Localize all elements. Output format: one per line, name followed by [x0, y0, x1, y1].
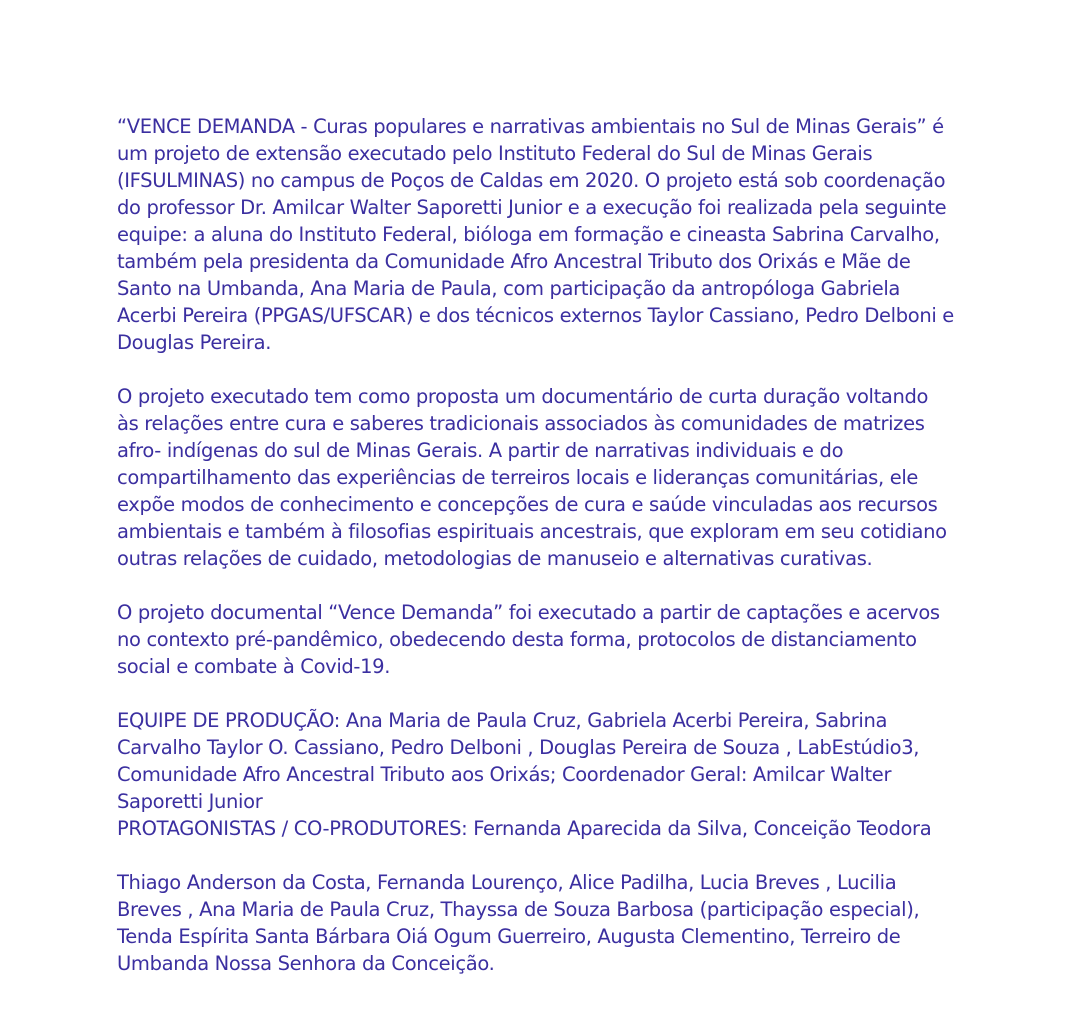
text-line: O projeto executado tem como proposta um documentário de curta duração voltando: [117, 385, 929, 408]
text-line: Carvalho Taylor O. Cassiano, Pedro Delboni , Douglas Pereira de Souza , LabEstúdio3,: [117, 736, 920, 759]
text-line: expõe modos de conhecimento e concepções de cura e saúde vinculadas aos recursos: [117, 493, 938, 516]
text-line: ambientais e também à filosofias espirituais ancestrais, que exploram em seu cotidiano: [117, 520, 947, 543]
text-line: PROTAGONISTAS / CO-PRODUTORES: Fernanda Aparecida da Silva, Conceição Teodora: [117, 817, 932, 840]
paragraph-credits: [117, 707, 987, 842]
text-line: Umbanda Nossa Senhora da Conceição.: [117, 952, 495, 975]
text-line: afro- indígenas do sul de Minas Gerais. A partir de narrativas individuais e do: [117, 439, 844, 462]
text-line: Saporetti Junior: [117, 790, 263, 813]
text-line: Santo na Umbanda, Ana Maria de Paula, com participação da antropóloga Gabriela: [117, 277, 901, 300]
paragraph-participants: [117, 869, 987, 977]
text-line: equipe: a aluna do Instituto Federal, bióloga em formação e cineasta Sabrina Carvalho,: [117, 223, 940, 246]
text-line: às relações entre cura e saberes tradicionais associados às comunidades de matrizes: [117, 412, 925, 435]
text-line: O projeto documental “Vence Demanda” foi executado a partir de captações e acervos: [117, 601, 940, 624]
text-line: também pela presidenta da Comunidade Afro Ancestral Tributo dos Orixás e Mãe de: [117, 250, 911, 273]
paragraph-proposal: [117, 383, 987, 572]
text-line: Thiago Anderson da Costa, Fernanda Lourenço, Alice Padilha, Lucia Breves , Lucilia: [117, 871, 897, 894]
text-line: do professor Dr. Amilcar Walter Saporetti Junior e a execução foi realizada pela seguinte: [117, 196, 947, 219]
text-line: Breves , Ana Maria de Paula Cruz, Thayssa de Souza Barbosa (participação especial),: [117, 898, 920, 921]
text-line: outras relações de cuidado, metodologias de manuseio e alternativas curativas.: [117, 547, 873, 570]
text-line: no contexto pré-pandêmico, obedecendo desta forma, protocolos de distanciamento: [117, 628, 917, 651]
text-line: Tenda Espírita Santa Bárbara Oiá Ogum Guerreiro, Augusta Clementino, Terreiro de: [117, 925, 901, 948]
document-body: [117, 113, 987, 1004]
text-line: social e combate à Covid-19.: [117, 655, 391, 678]
text-line: um projeto de extensão executado pelo Instituto Federal do Sul de Minas Gerais: [117, 142, 873, 165]
text-line: Douglas Pereira.: [117, 331, 272, 354]
paragraph-intro: [117, 113, 987, 356]
paragraph-documental: [117, 599, 987, 680]
text-line: EQUIPE DE PRODUÇÃO: Ana Maria de Paula Cruz, Gabriela Acerbi Pereira, Sabrina: [117, 709, 888, 732]
text-line: “VENCE DEMANDA - Curas populares e narrativas ambientais no Sul de Minas Gerais” é: [117, 115, 944, 138]
text-line: Comunidade Afro Ancestral Tributo aos Orixás; Coordenador Geral: Amilcar Walter: [117, 763, 892, 786]
text-line: compartilhamento das experiências de terreiros locais e lideranças comunitárias, ele: [117, 466, 919, 489]
text-line: (IFSULMINAS) no campus de Poços de Caldas em 2020. O projeto está sob coordenação: [117, 169, 946, 192]
text-line: Acerbi Pereira (PPGAS/UFSCAR) e dos técnicos externos Taylor Cassiano, Pedro Delboni e: [117, 304, 954, 327]
